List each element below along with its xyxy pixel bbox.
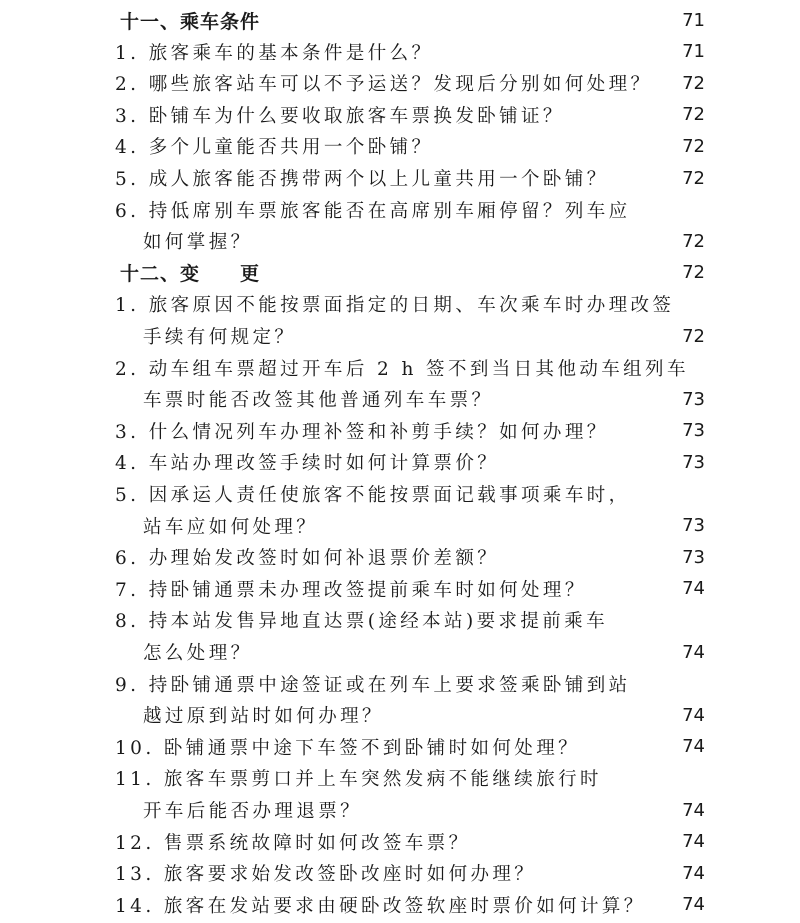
- toc-entry-continuation: [0, 794, 800, 826]
- toc-entry: [0, 762, 800, 794]
- toc-entry-continuation: [0, 383, 800, 415]
- toc-entry-text: 1. 旅客原因不能按票面指定的日期、车次乘车时办理改签: [115, 295, 675, 317]
- toc-entry: [0, 67, 800, 99]
- toc-entry: [0, 130, 800, 162]
- toc-entry-text: 2. 哪些旅客站车可以不予运送？发现后分别如何处理？: [115, 74, 653, 96]
- dot-leader: [477, 826, 669, 858]
- section-heading: [0, 4, 800, 36]
- toc-entry-text: 14. 旅客在发站要求由硬卧改签软座时票价如何计算？: [115, 895, 646, 917]
- toc-entry-text: 12. 售票系统故障时如何改签车票？: [115, 832, 471, 854]
- dot-leader: [505, 446, 669, 478]
- dot-leader: [542, 857, 669, 889]
- dot-leader: [259, 225, 669, 257]
- page-number: 73: [682, 546, 705, 568]
- toc-entry: [0, 478, 800, 510]
- page-number: 73: [682, 451, 705, 473]
- toc-entry: [0, 573, 800, 605]
- toc-entry-text: 4. 多个儿童能否共用一个卧铺？: [115, 137, 434, 159]
- toc-entry-text: 5. 因承运人责任使旅客不能按票面记载事项乘车时，: [115, 485, 631, 506]
- toc-entry-text: 8. 持本站发售异地直达票(途经本站)要求提前乘车: [115, 611, 608, 633]
- page-number: 74: [682, 894, 705, 916]
- page-number: 72: [682, 262, 705, 284]
- toc-entry: [0, 541, 800, 573]
- toc-entry-continuation-text: 怎么处理？: [143, 643, 253, 664]
- toc-entry-text: 1. 旅客乘车的基本条件是什么？: [115, 42, 434, 64]
- toc-entry-continuation: [0, 636, 800, 668]
- page-number: 74: [682, 641, 705, 663]
- page-number: 73: [682, 388, 705, 410]
- toc-entry: [0, 288, 800, 320]
- toc-entry: [0, 857, 800, 889]
- page-number: 74: [682, 578, 705, 600]
- toc-entry-text: 7. 持卧铺通票未办理改签提前乘车时如何处理？: [115, 579, 587, 601]
- toc-entry: [0, 99, 800, 131]
- toc-entry: [0, 352, 800, 384]
- page-number: 72: [682, 230, 705, 252]
- page-number: 74: [682, 799, 705, 821]
- toc-entry: [0, 446, 800, 478]
- toc-entry-text: 10. 卧铺通票中途下车签不到卧铺时如何处理？: [115, 737, 581, 759]
- dot-leader: [652, 889, 669, 921]
- toc-entry: [0, 194, 800, 226]
- toc-entry-text: 13. 旅客要求始发改签卧改座时如何办理？: [115, 864, 537, 886]
- toc-entry-continuation-text: 车票时能否改签其他普通列车车票？: [143, 390, 494, 412]
- dot-leader: [571, 99, 669, 131]
- page-number: 72: [682, 325, 705, 347]
- page-number: 72: [682, 72, 705, 94]
- dot-leader: [439, 36, 669, 68]
- page-number: 71: [682, 41, 705, 63]
- page-number: 73: [682, 515, 705, 537]
- toc-entry: [0, 668, 800, 700]
- dot-leader: [615, 162, 669, 194]
- section-heading-text: 十一、乘车条件: [120, 10, 261, 33]
- toc-entry-text: 6. 持低席别车票旅客能否在高席别车厢停留？列车应: [115, 200, 631, 222]
- toc-entry: [0, 162, 800, 194]
- dot-leader: [259, 636, 669, 668]
- toc-entry-text: 2. 动车组车票超过开车后 2 h 签不到当日其他动车组列车: [115, 358, 689, 380]
- dot-leader: [505, 541, 669, 573]
- page-number: 74: [682, 831, 705, 853]
- toc-entry-text: 11. 旅客车票剪口并上车突然发病不能继续旅行时: [115, 769, 602, 791]
- toc-entry-continuation-text: 手续有何规定？: [143, 327, 297, 348]
- toc-entry-text: 4. 车站办理改签手续时如何计算票价？: [115, 453, 500, 475]
- page-number: 72: [682, 104, 705, 126]
- toc-entry: [0, 889, 800, 921]
- toc-entry: [0, 604, 800, 636]
- dot-leader: [439, 130, 669, 162]
- dot-leader: [324, 510, 669, 542]
- section-heading: [0, 257, 800, 289]
- page-number: 72: [682, 135, 705, 157]
- toc-entry-text: 3. 什么情况列车办理补签和补剪手续？如何办理？: [115, 421, 609, 443]
- toc-entry-continuation: [0, 699, 800, 731]
- dot-leader: [586, 731, 669, 763]
- toc-entry-text: 6. 办理始发改签时如何补退票价差额？: [115, 548, 500, 570]
- dot-leader: [266, 4, 669, 36]
- toc-entry: [0, 731, 800, 763]
- toc-entry-continuation-text: 站车应如何处理？: [143, 516, 319, 538]
- toc-entry-text: 3. 卧铺车为什么要收取旅客车票换发卧铺证？: [115, 105, 565, 127]
- section-heading-text: 十二、变 更: [120, 263, 261, 286]
- toc-entry: [0, 415, 800, 447]
- dot-leader: [302, 320, 669, 352]
- toc-entry: [0, 36, 800, 68]
- page-number: 74: [682, 736, 705, 758]
- dot-leader: [390, 699, 669, 731]
- toc-entry-text: 9. 持卧铺通票中途签证或在列车上要求签乘卧铺到站: [115, 674, 631, 696]
- toc-entry-continuation: [0, 510, 800, 542]
- dot-leader: [368, 794, 669, 826]
- page-number: 73: [682, 420, 705, 442]
- toc-entry: [0, 826, 800, 858]
- dot-leader: [266, 257, 669, 289]
- dot-leader: [499, 383, 669, 415]
- toc-entry-text: 5. 成人旅客能否携带两个以上儿童共用一个卧铺？: [115, 169, 609, 190]
- toc-entry-continuation-text: 如何掌握？: [143, 232, 253, 254]
- toc-entry-continuation-text: 越过原到站时如何办理？: [143, 706, 384, 728]
- page-number: 71: [682, 9, 705, 31]
- page-number: 74: [682, 862, 705, 884]
- dot-leader: [658, 67, 669, 99]
- dot-leader: [593, 573, 669, 605]
- toc-entry-continuation-text: 开车后能否办理退票？: [143, 801, 363, 822]
- page-number: 74: [682, 704, 705, 726]
- page-number: 72: [682, 167, 705, 189]
- dot-leader: [615, 415, 669, 447]
- toc-entry-continuation: [0, 225, 800, 257]
- toc-entry-continuation: [0, 320, 800, 352]
